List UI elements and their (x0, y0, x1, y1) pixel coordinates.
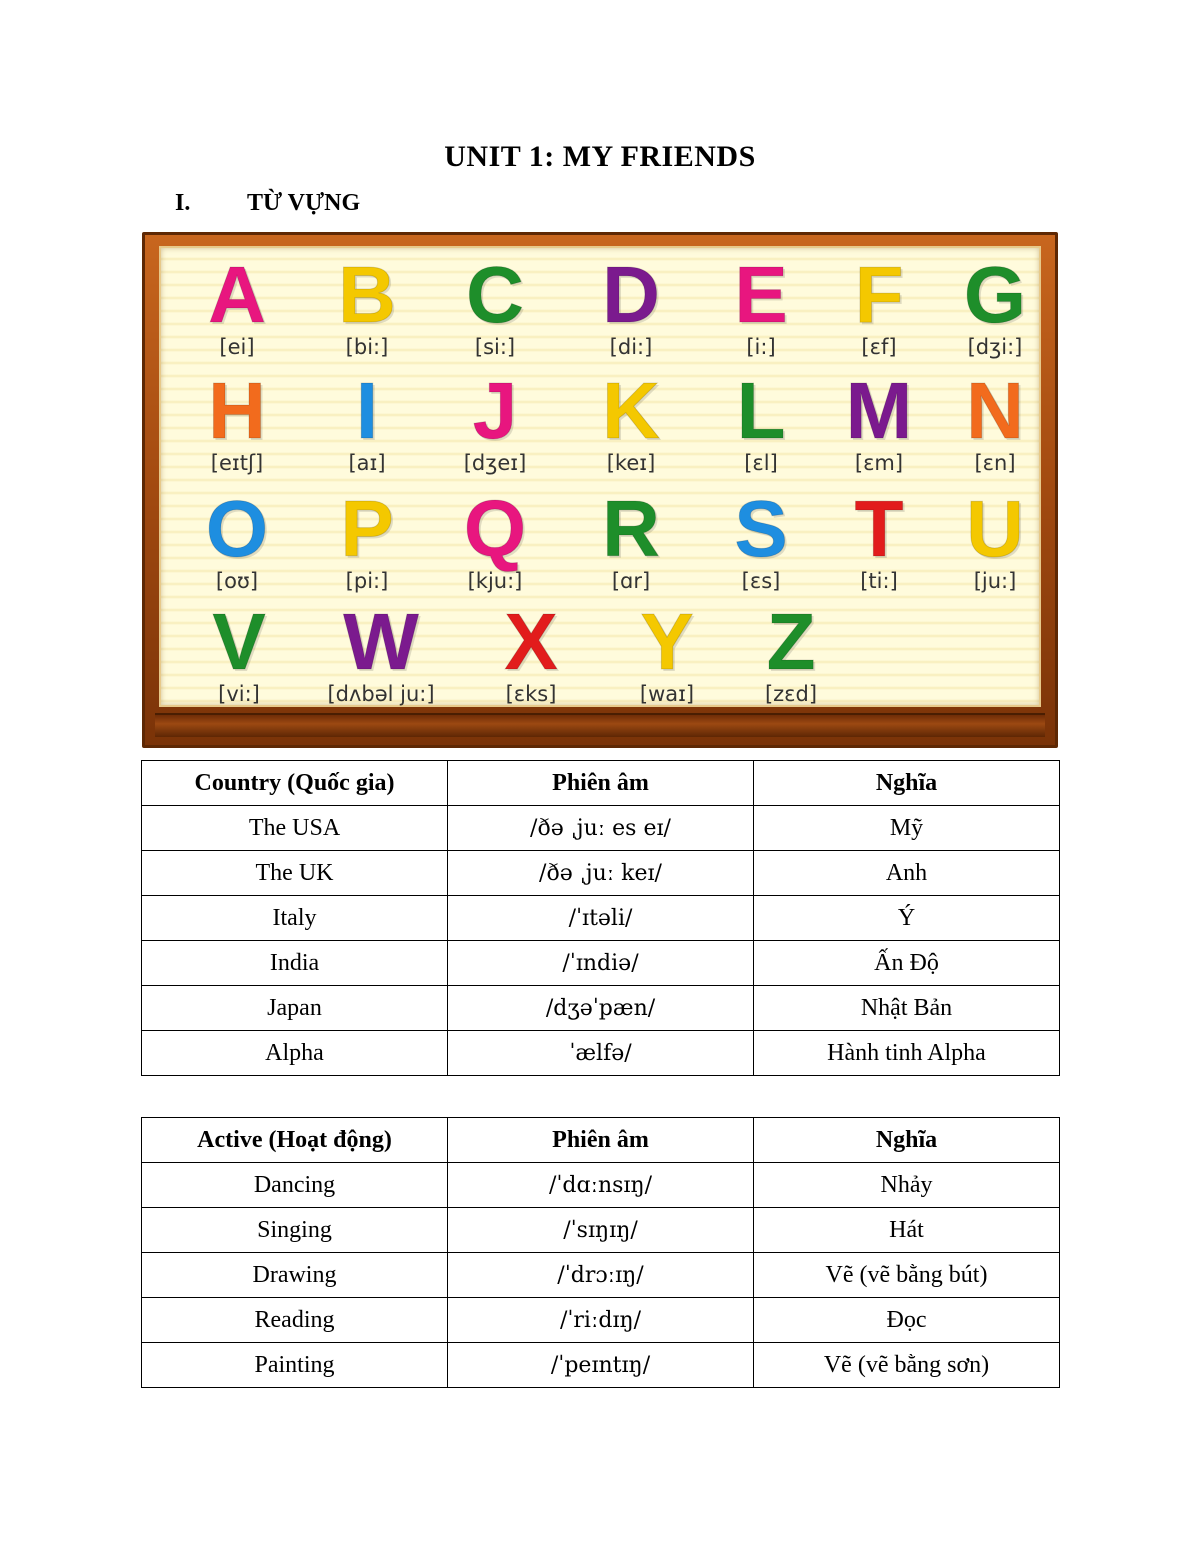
letter-glyph: Q (463, 484, 527, 573)
letter-glyph: M (845, 366, 913, 455)
letter-glyph: X (504, 597, 558, 686)
letter-pronunciation: [ɛm] (854, 451, 904, 475)
letter-glyph: J (472, 366, 518, 455)
alphabet-letter-f (814, 250, 944, 360)
letter-pronunciation: [ei] (219, 335, 255, 359)
cell-meaning: Hát (754, 1208, 1060, 1253)
letter-pronunciation: [oʊ] (215, 569, 259, 593)
letter-pronunciation: [waɪ] (639, 682, 695, 706)
header-meaning: Nghĩa (754, 1118, 1060, 1163)
table-row (142, 1031, 1060, 1076)
cell-phonetic: /ðə ˌjuː es eɪ/ (448, 806, 754, 851)
letter-glyph: A (208, 250, 266, 339)
cell-phonetic: ˈælfə/ (448, 1031, 754, 1076)
alphabet-board-surface (159, 246, 1041, 707)
cell-word: The UK (142, 851, 448, 896)
alphabet-letter-j (430, 366, 560, 476)
letter-glyph: T (854, 484, 904, 573)
letter-pronunciation: [ɛks] (505, 682, 557, 706)
cell-word: Japan (142, 986, 448, 1031)
cell-phonetic: /ˈpeɪntɪŋ/ (448, 1343, 754, 1388)
cell-meaning: Vẽ (vẽ bằng sơn) (754, 1343, 1060, 1388)
cell-word: India (142, 941, 448, 986)
table-row (142, 986, 1060, 1031)
cell-meaning: Nhảy (754, 1163, 1060, 1208)
letter-pronunciation: [vi:] (218, 682, 260, 706)
cell-meaning: Mỹ (754, 806, 1060, 851)
table-row (142, 851, 1060, 896)
alphabet-letter-x (466, 597, 596, 707)
letter-glyph: G (963, 250, 1027, 339)
alphabet-letter-w (316, 597, 446, 707)
cell-phonetic: /dʒəˈpæn/ (448, 986, 754, 1031)
letter-glyph: B (338, 250, 396, 339)
alphabet-letter-h (172, 366, 302, 476)
table-row (142, 941, 1060, 986)
letter-glyph: E (734, 250, 788, 339)
header-phonetic: Phiên âm (448, 761, 754, 806)
cell-phonetic: /ˈɪtəli/ (448, 896, 754, 941)
alphabet-letter-k (566, 366, 696, 476)
letter-pronunciation: [ɛs] (741, 569, 781, 593)
cell-meaning: Ý (754, 896, 1060, 941)
letter-glyph: I (355, 366, 379, 455)
alphabet-letter-l (696, 366, 826, 476)
letter-glyph: F (854, 250, 904, 339)
alphabet-letter-i (302, 366, 432, 476)
section-label: TỪ VỰNG (247, 190, 361, 216)
letter-glyph: H (208, 366, 266, 455)
alphabet-letter-g (930, 250, 1060, 360)
cell-word: Italy (142, 896, 448, 941)
letter-glyph: Z (766, 597, 816, 686)
letter-glyph: U (966, 484, 1024, 573)
letter-pronunciation: [zɛd] (764, 682, 818, 706)
table-row (142, 896, 1060, 941)
cell-phonetic: /ˈdrɔːɪŋ/ (448, 1253, 754, 1298)
letter-pronunciation: [ju:] (973, 569, 1017, 593)
letter-pronunciation: [kju:] (467, 569, 523, 593)
countries-table (141, 760, 1060, 1076)
alphabet-letter-q (430, 484, 560, 594)
letter-pronunciation: [ɛf] (861, 335, 897, 359)
alphabet-letter-y (602, 597, 732, 707)
cell-phonetic: /ðə ˌjuː keɪ/ (448, 851, 754, 896)
letter-glyph: W (343, 597, 419, 686)
letter-pronunciation: [eɪtʃ] (210, 451, 264, 475)
letter-glyph: N (966, 366, 1024, 455)
cell-word: Painting (142, 1343, 448, 1388)
cell-word: The USA (142, 806, 448, 851)
section-heading (175, 190, 360, 217)
letter-glyph: Y (640, 597, 694, 686)
table-row (142, 1298, 1060, 1343)
letter-pronunciation: [bi:] (345, 335, 389, 359)
alphabet-letter-t (814, 484, 944, 594)
letter-glyph: P (340, 484, 394, 573)
letter-pronunciation: [ti:] (860, 569, 898, 593)
alphabet-letter-b (302, 250, 432, 360)
cell-word: Dancing (142, 1163, 448, 1208)
letter-pronunciation: [dʒi:] (967, 335, 1023, 359)
header-phonetic: Phiên âm (448, 1118, 754, 1163)
letter-glyph: S (734, 484, 788, 573)
letter-pronunciation: [dʒeɪ] (463, 451, 527, 475)
alphabet-board (142, 232, 1058, 748)
letter-pronunciation: [ɛl] (744, 451, 778, 475)
table-header-row (142, 1118, 1060, 1163)
cell-word: Drawing (142, 1253, 448, 1298)
cell-phonetic: /ˈsɪŋɪŋ/ (448, 1208, 754, 1253)
cell-word: Reading (142, 1298, 448, 1343)
header-meaning: Nghĩa (754, 761, 1060, 806)
cell-meaning: Ấn Độ (754, 941, 1060, 986)
letter-pronunciation: [i:] (746, 335, 776, 359)
table-row (142, 1208, 1060, 1253)
letter-pronunciation: [pi:] (345, 569, 389, 593)
alphabet-letter-n (930, 366, 1060, 476)
cell-word: Alpha (142, 1031, 448, 1076)
cell-phonetic: /ˈɪndiə/ (448, 941, 754, 986)
cell-word: Singing (142, 1208, 448, 1253)
letter-glyph: D (602, 250, 660, 339)
table-row (142, 806, 1060, 851)
alphabet-letter-e (696, 250, 826, 360)
cell-meaning: Hành tinh Alpha (754, 1031, 1060, 1076)
cell-phonetic: /ˈdɑːnsɪŋ/ (448, 1163, 754, 1208)
letter-glyph: R (602, 484, 660, 573)
board-ledge (155, 713, 1045, 737)
alphabet-letter-c (430, 250, 560, 360)
letter-pronunciation: [di:] (609, 335, 653, 359)
alphabet-letter-o (172, 484, 302, 594)
letter-pronunciation: [keɪ] (606, 451, 656, 475)
letter-pronunciation: [aɪ] (348, 451, 386, 475)
table-row (142, 1163, 1060, 1208)
header-activity: Active (Hoạt động) (142, 1118, 448, 1163)
alphabet-letter-a (172, 250, 302, 360)
letter-pronunciation: [ɑr] (611, 569, 651, 593)
header-country: Country (Quốc gia) (142, 761, 448, 806)
letter-pronunciation: [ɛn] (974, 451, 1016, 475)
letter-glyph: C (466, 250, 524, 339)
letter-pronunciation: [dʌbəl ju:] (327, 682, 435, 706)
alphabet-letter-p (302, 484, 432, 594)
cell-meaning: Vẽ (vẽ bằng bút) (754, 1253, 1060, 1298)
alphabet-letter-s (696, 484, 826, 594)
alphabet-letter-v (174, 597, 304, 707)
table-header-row (142, 761, 1060, 806)
cell-meaning: Đọc (754, 1298, 1060, 1343)
letter-pronunciation: [si:] (474, 335, 516, 359)
cell-phonetic: /ˈriːdɪŋ/ (448, 1298, 754, 1343)
section-number: I. (175, 190, 191, 216)
alphabet-letter-u (930, 484, 1060, 594)
page-title: UNIT 1: MY FRIENDS (444, 140, 756, 173)
letter-glyph: O (205, 484, 269, 573)
letter-glyph: K (602, 366, 660, 455)
activities-table (141, 1117, 1060, 1388)
alphabet-letter-z (726, 597, 856, 707)
letter-glyph: V (212, 597, 266, 686)
table-row (142, 1343, 1060, 1388)
cell-meaning: Anh (754, 851, 1060, 896)
table-row (142, 1253, 1060, 1298)
alphabet-letter-r (566, 484, 696, 594)
letter-glyph: L (736, 366, 786, 455)
alphabet-letter-d (566, 250, 696, 360)
alphabet-letter-m (814, 366, 944, 476)
cell-meaning: Nhật Bản (754, 986, 1060, 1031)
